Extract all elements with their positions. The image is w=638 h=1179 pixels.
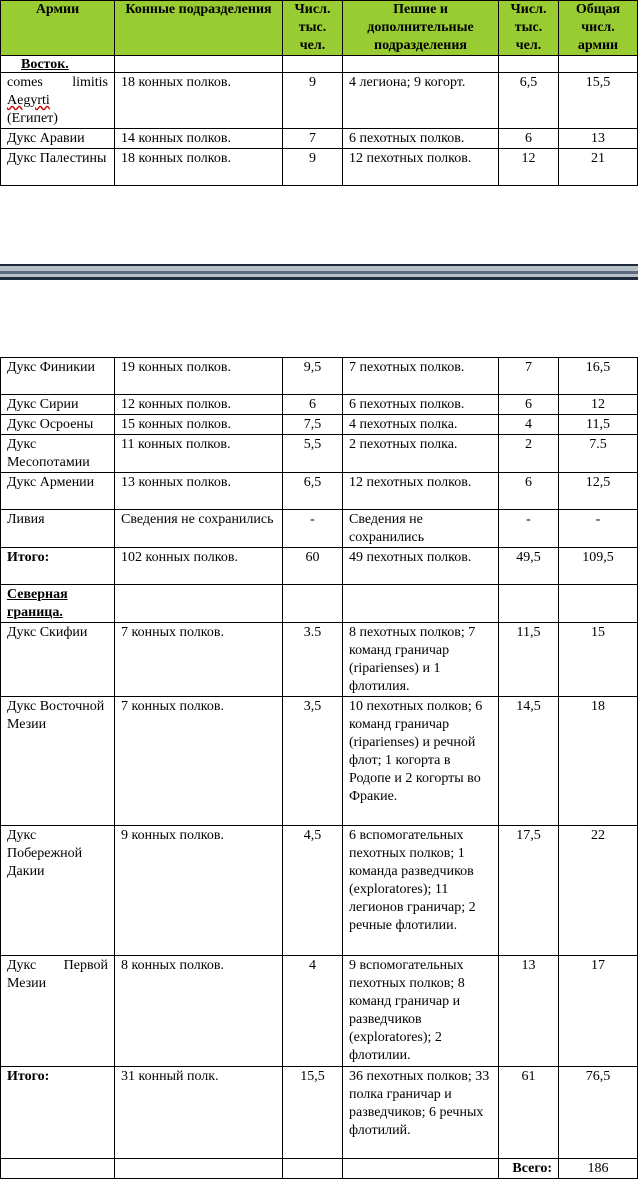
army-table-part-1 [0, 0, 638, 186]
infantry-cell: 12 пехотных полков. [343, 149, 499, 186]
subtotal-label: Итого: [1, 548, 115, 585]
infantry-count: 49,5 [499, 548, 559, 585]
cavalry-count: 7,5 [283, 415, 343, 435]
cavalry-count: 6 [283, 395, 343, 415]
infantry-cell: 12 пехотных полков. [343, 473, 499, 510]
section-north-label: Северная граница. [1, 585, 115, 623]
table-row [1, 510, 638, 548]
army-name: Дукс Побережной Дакии [1, 826, 115, 956]
army-name: Дукс Аравии [1, 129, 115, 149]
army-table-part-2 [0, 357, 638, 1179]
infantry-cell: 4 пехотных полка. [343, 415, 499, 435]
cavalry-cell: 102 конных полков. [115, 548, 283, 585]
section-row-east [1, 56, 638, 73]
army-name: Дукс Сирии [1, 395, 115, 415]
army-total: 11,5 [559, 415, 638, 435]
table-row [1, 149, 638, 186]
header-armies: Армии [1, 1, 115, 56]
army-name: Дукс Осроены [1, 415, 115, 435]
grand-total-label: Всего: [499, 1159, 559, 1179]
cavalry-cell: 14 конных полков. [115, 129, 283, 149]
header-count-1: Числ. тыс. чел. [283, 1, 343, 56]
header-row [1, 1, 638, 56]
cavalry-cell: 18 конных полков. [115, 73, 283, 129]
cavalry-count: 9 [283, 149, 343, 186]
grand-total-value: 186 [559, 1159, 638, 1179]
table-row [1, 415, 638, 435]
table-row [1, 395, 638, 415]
cavalry-count: 5,5 [283, 435, 343, 473]
army-name: Дукс Палестины [1, 149, 115, 186]
infantry-count: 17,5 [499, 826, 559, 956]
table-row [1, 697, 638, 826]
army-total: 18 [559, 697, 638, 826]
army-name-part: limitis [72, 75, 108, 90]
cavalry-cell: 18 конных полков. [115, 149, 283, 186]
cavalry-count: 6,5 [283, 473, 343, 510]
infantry-cell: 6 пехотных полков. [343, 129, 499, 149]
section-row-north [1, 585, 638, 623]
cavalry-count: 7 [283, 129, 343, 149]
cavalry-cell: 15 конных полков. [115, 415, 283, 435]
infantry-count: 7 [499, 358, 559, 395]
cavalry-cell: 7 конных полков. [115, 623, 283, 697]
cavalry-cell: 7 конных полков. [115, 697, 283, 826]
table-row [1, 473, 638, 510]
table-row [1, 956, 638, 1067]
army-total: - [559, 510, 638, 548]
army-name [1, 73, 115, 129]
infantry-cell: 6 вспомогательных пехотных полков; 1 команда разведчиков (exploratores); 11 легионов граничар; 2 речные флотилии. [343, 826, 499, 956]
grand-total-row [1, 1159, 638, 1179]
infantry-count: 11,5 [499, 623, 559, 697]
cavalry-cell: 19 конных полков. [115, 358, 283, 395]
infantry-cell: 7 пехотных полков. [343, 358, 499, 395]
army-total: 22 [559, 826, 638, 956]
infantry-cell: 8 пехотных полков; 7 команд граничар (riparienses) и 1 флотилия. [343, 623, 499, 697]
army-name: Ливия [1, 510, 115, 548]
table-row [1, 129, 638, 149]
cavalry-cell: 8 конных полков. [115, 956, 283, 1067]
cavalry-count: - [283, 510, 343, 548]
cavalry-cell: 13 конных полков. [115, 473, 283, 510]
cavalry-count: 3.5 [283, 623, 343, 697]
subtotal-row [1, 1067, 638, 1159]
header-cavalry: Конные подразделения [115, 1, 283, 56]
cavalry-cell: 9 конных полков. [115, 826, 283, 956]
infantry-cell: 6 пехотных полков. [343, 395, 499, 415]
infantry-count: 13 [499, 956, 559, 1067]
army-name: Дукс Финикии [1, 358, 115, 395]
infantry-count: 6,5 [499, 73, 559, 129]
army-total: 12,5 [559, 473, 638, 510]
army-name-part: Aegyrti [7, 93, 50, 108]
infantry-cell: 49 пехотных полков. [343, 548, 499, 585]
subtotal-label: Итого: [1, 1067, 115, 1159]
cavalry-count: 4 [283, 956, 343, 1067]
table-row [1, 435, 638, 473]
army-name-part: Дукс [7, 958, 37, 973]
army-total: 7.5 [559, 435, 638, 473]
infantry-count: 6 [499, 395, 559, 415]
infantry-cell: Сведения не сохранились [343, 510, 499, 548]
army-total: 76,5 [559, 1067, 638, 1159]
army-name-part: Мезии [7, 976, 47, 991]
header-infantry: Пешие и дополнительные подразделения [343, 1, 499, 56]
army-name: Дукс Месопотамии [1, 435, 115, 473]
table-row [1, 73, 638, 129]
army-total: 15,5 [559, 73, 638, 129]
army-total: 16,5 [559, 358, 638, 395]
cavalry-count: 4,5 [283, 826, 343, 956]
infantry-cell: 36 пехотных полков; 33 полка граничар и разведчиков; 6 речных флотилий. [343, 1067, 499, 1159]
infantry-count: 14,5 [499, 697, 559, 826]
army-name-part: (Египет) [7, 111, 58, 126]
infantry-count: - [499, 510, 559, 548]
infantry-count: 6 [499, 129, 559, 149]
army-total: 15 [559, 623, 638, 697]
infantry-cell: 10 пехотных полков; 6 команд граничар (riparienses) и речной флот; 1 когорта в Родопе и 2 когорты во Фракие. [343, 697, 499, 826]
army-name: Дукс Скифии [1, 623, 115, 697]
header-count-2: Числ. тыс. чел. [499, 1, 559, 56]
table-row [1, 358, 638, 395]
page-separator [0, 264, 638, 280]
section-east-label: Восток. [1, 56, 115, 73]
cavalry-count: 3,5 [283, 697, 343, 826]
header-total: Общая числ. армии [559, 1, 638, 56]
cavalry-count: 9 [283, 73, 343, 129]
army-name-part: comes [7, 75, 43, 90]
cavalry-cell: 11 конных полков. [115, 435, 283, 473]
cavalry-count: 15,5 [283, 1067, 343, 1159]
army-name [1, 956, 115, 1067]
army-name: Дукс Армении [1, 473, 115, 510]
infantry-cell: 4 легиона; 9 когорт. [343, 73, 499, 129]
infantry-count: 6 [499, 473, 559, 510]
army-total: 17 [559, 956, 638, 1067]
infantry-count: 61 [499, 1067, 559, 1159]
infantry-cell: 2 пехотных полка. [343, 435, 499, 473]
army-total: 13 [559, 129, 638, 149]
infantry-cell: 9 вспомогательных пехотных полков; 8 команд граничар и разведчиков (exploratores); 2 флотилии. [343, 956, 499, 1067]
subtotal-row [1, 548, 638, 585]
army-total: 12 [559, 395, 638, 415]
army-total: 109,5 [559, 548, 638, 585]
infantry-count: 2 [499, 435, 559, 473]
cavalry-cell: 12 конных полков. [115, 395, 283, 415]
army-name-part: Первой [63, 958, 108, 973]
army-total: 21 [559, 149, 638, 186]
infantry-count: 4 [499, 415, 559, 435]
table-row [1, 826, 638, 956]
cavalry-count: 60 [283, 548, 343, 585]
army-name: Дукс Восточной Мезии [1, 697, 115, 826]
cavalry-count: 9,5 [283, 358, 343, 395]
infantry-count: 12 [499, 149, 559, 186]
table-row [1, 623, 638, 697]
cavalry-cell: 31 конный полк. [115, 1067, 283, 1159]
cavalry-cell: Сведения не сохранились [115, 510, 283, 548]
